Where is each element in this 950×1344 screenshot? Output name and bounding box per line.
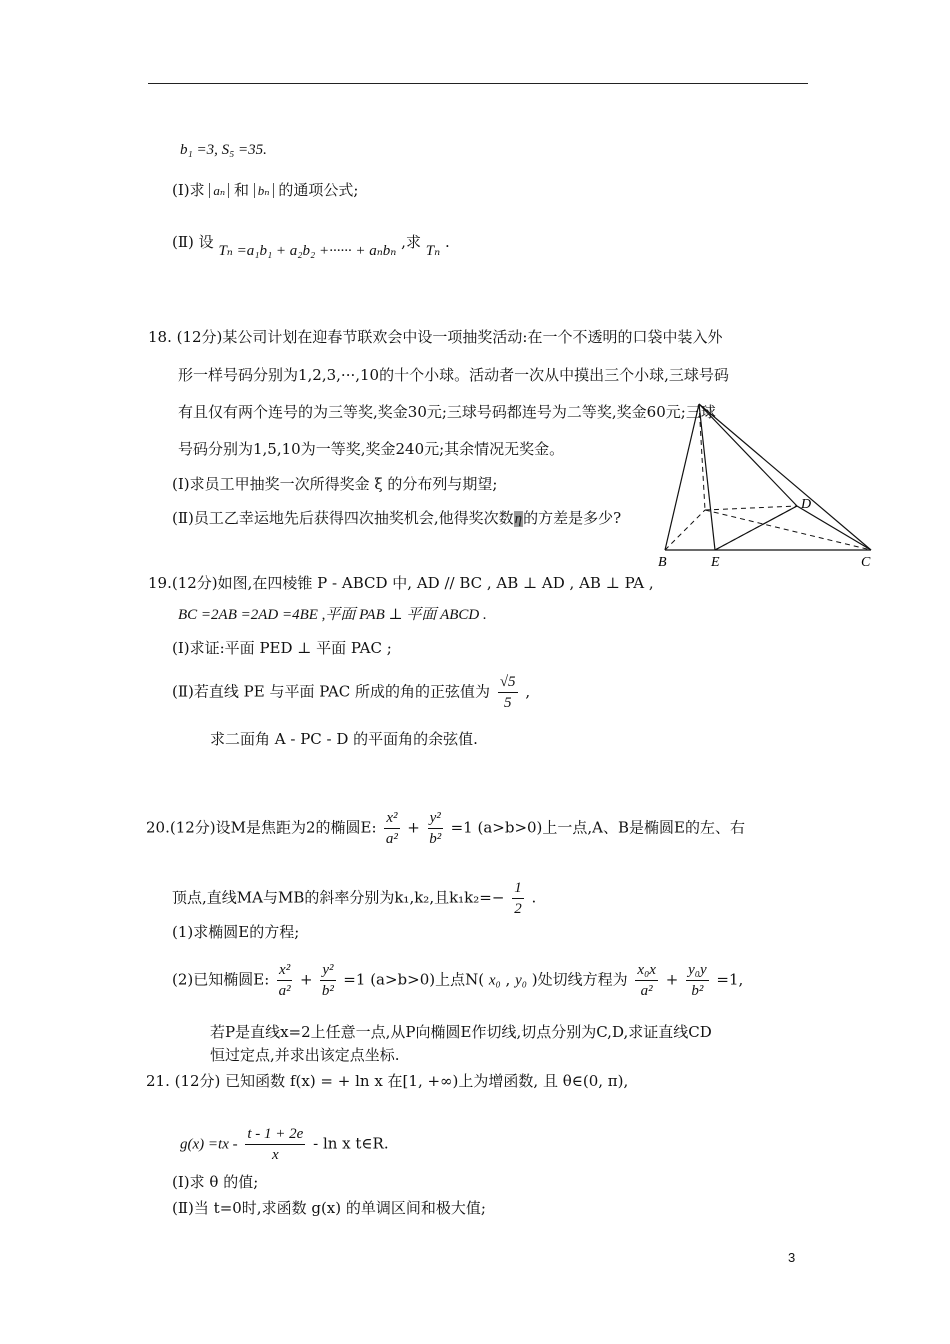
q18-line1: 18. (12分)某公司计划在迎春节联欢会中设一项抽奖活动:在一个不透明的口袋中装入外 bbox=[148, 328, 723, 346]
q20-line1: 20.(12分)设M是焦距为2的椭圆E: $\frac{\text{x²}}{\text{a²}}$ + $\frac{\text{y²}}{\text{b²}}$ =1 (a>b>0)上一点,A、B是椭圆E的左、右 bbox=[146, 810, 745, 847]
q19-part1: (Ⅰ)求证:平面 PED ⊥ 平面 PAC ; bbox=[172, 639, 392, 657]
q18-part1: (Ⅰ)求员工甲抽奖一次所得奖金 ξ 的分布列与期望; bbox=[172, 475, 498, 493]
label-B: B bbox=[658, 555, 667, 570]
q21-part1: (Ⅰ)求 θ 的值; bbox=[172, 1173, 259, 1191]
q19-part2: (Ⅱ)若直线 PE 与平面 PAC 所成的角的正弦值为 $\frac{√5}{5}$ , bbox=[172, 674, 531, 711]
pyramid-figure bbox=[655, 398, 885, 570]
page-number: 3 bbox=[788, 1250, 796, 1265]
q18-part2: (Ⅱ)员工乙幸运地先后获得四次抽奖机会,他得奖次数η的方差是多少? bbox=[172, 509, 622, 527]
q20-part2-cont2: 恒过定点,并求出该定点坐标. bbox=[210, 1046, 400, 1064]
label-E: E bbox=[711, 555, 720, 570]
q20-part2-cont1: 若P是直线x=2上任意一点,从P向椭圆E作切线,切点分别为C,D,求证直线CD bbox=[210, 1023, 712, 1041]
q20-line2: 顶点,直线MA与MB的斜率分别为k₁,k₂,且k₁k₂=− $\frac{1}{2}$ . bbox=[172, 880, 537, 917]
q21-line2: g(x) =tx - $\frac{t - 1 + 2e}{x}$ - ln x t∈R. bbox=[180, 1126, 389, 1163]
header-rule bbox=[148, 83, 808, 84]
q18-line2: 形一样号码分别为1,2,3,···,10的十个小球。活动者一次从中摸出三个小球,三球号码 bbox=[178, 366, 729, 384]
q21-part2: (Ⅱ)当 t=0时,求函数 g(x) 的单调区间和极大值; bbox=[172, 1199, 486, 1217]
q17-part1: (Ⅰ)求 aₙ 和 bₙ 的通项公式; bbox=[172, 181, 359, 199]
label-C: C bbox=[861, 555, 871, 570]
q17-part2: (Ⅱ) 设 Tₙ =a₁b₁ + a₂b₂ +······ + aₙbₙ ,求 Tₙ . bbox=[172, 233, 450, 259]
label-D: D bbox=[801, 497, 812, 512]
q19-line2: BC =2AB =2AD =4BE ,平面 PAB ⊥ 平面 ABCD . bbox=[178, 607, 487, 623]
q20-part1: (1)求椭圆E的方程; bbox=[172, 923, 300, 941]
q19-part2-cont: 求二面角 A - PC - D 的平面角的余弦值. bbox=[210, 730, 478, 748]
q18-line3: 有且仅有两个连号的为三等奖,奖金30元;三球号码都连号为二等奖,奖金60元;三球 bbox=[178, 403, 716, 421]
eta-highlight: η bbox=[514, 511, 523, 527]
q19-line1: 19.(12分)如图,在四棱锥 P - ABCD 中, AD // BC , AB ⊥ AD , AB ⊥ PA , bbox=[148, 574, 654, 592]
q18-line4: 号码分别为1,5,10为一等奖,奖金240元;其余情况无奖金。 bbox=[178, 440, 565, 458]
q20-part2: (2)已知椭圆E: $\frac{\text{x²}}{\text{a²}}$ + $\frac{\text{y²}}{\text{b²}}$ =1 (a>b>0)上点N( x₀ , y₀ )处切线方程为 $\frac{\text{x₀x}}{\text{a²}}$ + $\frac{\text{y₀y}}{\text{b²}}$ =1, bbox=[172, 962, 744, 999]
q21-line1: 21. (12分) 已知函数 f(x) = + ln x 在[1, +∞)上为增函数, 且 θ∈(0, π), bbox=[146, 1072, 629, 1090]
q17-condition: b₁ =3, S₅ =35. bbox=[180, 142, 267, 158]
